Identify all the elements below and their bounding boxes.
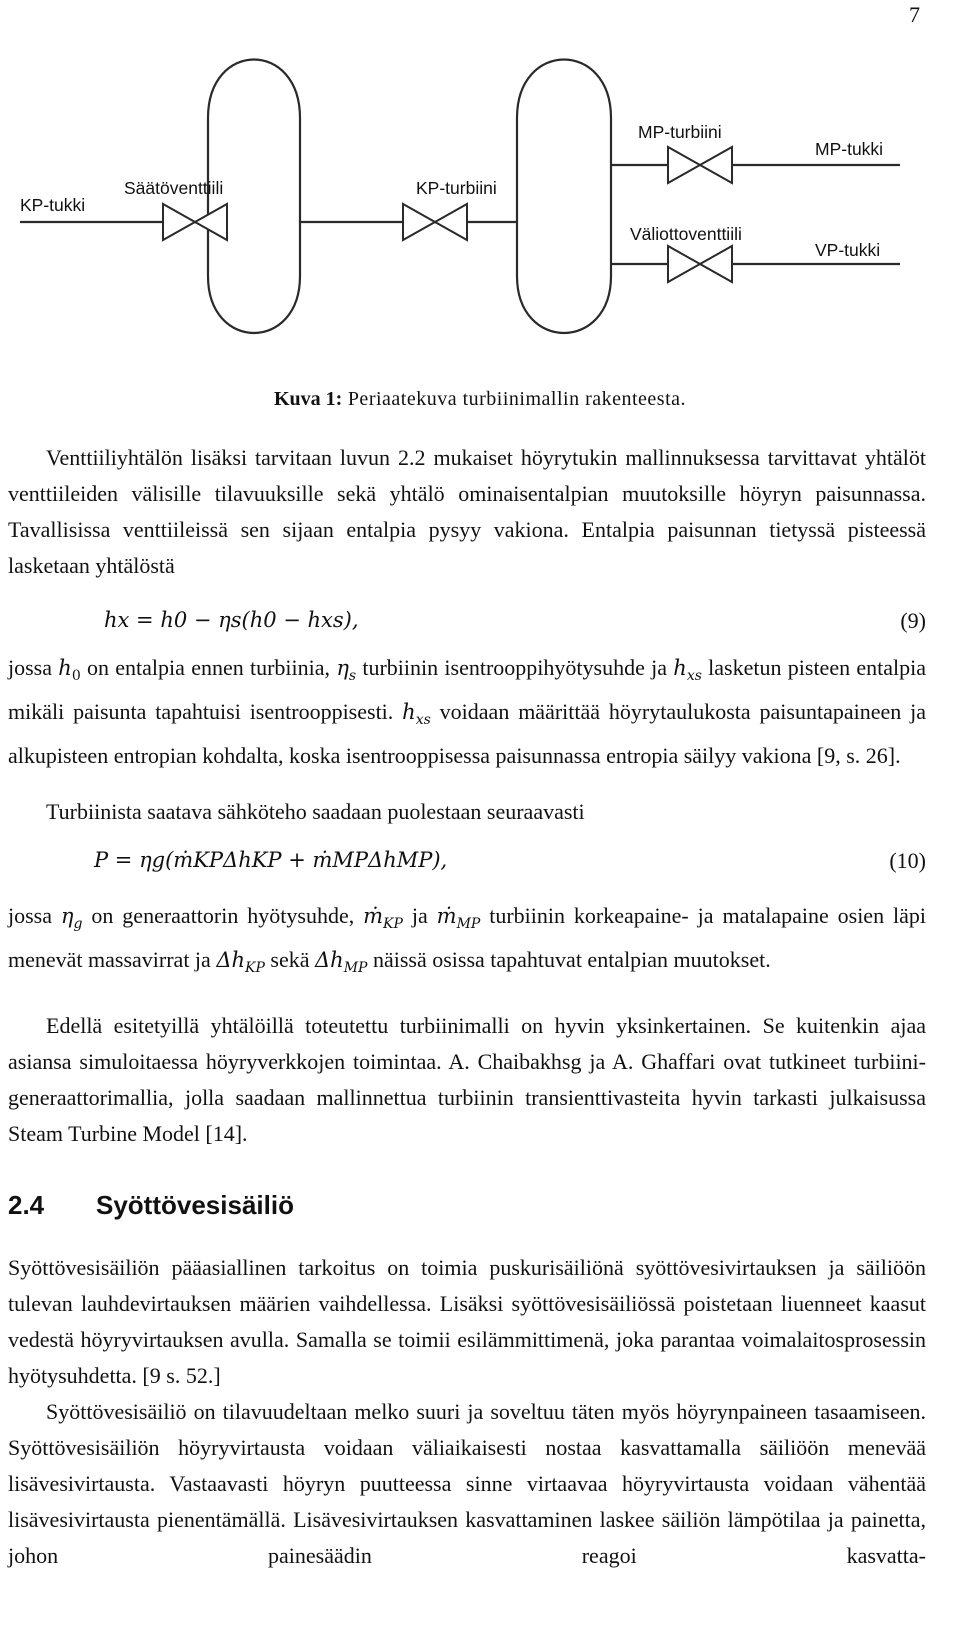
symbol-eta-s: $\eta_s$ — [336, 656, 357, 685]
symbol-dh-kp: $\Delta h_{KP}$ — [216, 948, 265, 977]
equation-10-number: (10) — [889, 848, 926, 873]
p2-part-2: on entalpia ennen turbiinia, — [80, 655, 337, 680]
paragraph-5-text: Edellä esitetyillä yhtälöillä toteutettu turbiinimalli on hyvin yksinkertainen. Se kuitenkin ajaa asiansa simuloitaessa höyryverkkojen toimintaa. A. Chaibakhsg ja A. Ghaffari ovat tutkineet turbiini-generaattorimallia, jolla saadaan mallinnettua turbiinin transienttivasteita hyvin tarkasti julkaisussa Steam Turbine Model [14]. — [8, 1013, 926, 1146]
saatoventtiili-valve — [163, 204, 227, 240]
paragraph-1 — [8, 440, 926, 584]
paragraph-1-text: Venttiiliyhtälön lisäksi tarvitaan luvun 2.2 mukaiset höyrytukin mallinnuksessa tarvittavat yhtälöt venttiileiden välisille tilavuuksille sekä yhtälö ominaisentalpian muutoksille höyryn paisunnassa. Tavallisissa venttiileissä sen sijaan entalpia pysyy vakiona. Entalpia paisunnan tietyssä pisteessä lasketaan yhtälöstä — [8, 445, 926, 578]
p4-part-2: on generaattorin hyötysuhde, — [82, 903, 364, 928]
section-number: 2.4 — [8, 1190, 45, 1220]
equation-10-formula: P = ηg(ṁKPΔhKP + ṁMPΔhMP), — [94, 848, 448, 872]
p2-part-5: voidaan määrittää höyrytaulukosta paisuntapaineen ja alkupisteen entropian kohdalta, koska isentrooppisessa paisunnassa entropia säilyy vakiona [9, s. 26]. — [8, 699, 926, 769]
p4-part-6: näissä osissa tapahtuvat entalpian muutokset. — [367, 947, 771, 973]
valiottoventtiili-valve — [668, 246, 732, 282]
paragraph-5 — [8, 1008, 926, 1152]
page-number: 7 — [909, 2, 920, 27]
mp-turbiini-valve — [668, 147, 732, 183]
paragraph-4 — [8, 898, 926, 986]
kp-turbiini-valve — [403, 204, 467, 240]
paragraph-2-text — [8, 650, 926, 774]
caption-text: Periaatekuva turbiinimallin rakenteesta. — [342, 388, 687, 410]
label-saatoventtiili: Säätöventtiili — [124, 178, 224, 198]
section-title: Syöttövesisäiliö — [96, 1190, 294, 1220]
paragraph-7-text: Syöttövesisäiliö on tilavuudeltaan melko suuri ja soveltuu täten myös höyrynpaineen tasaamiseen. Syöttövesisäiliön höyryvirtausta voidaan väliaikaisesti nostaa kasvattamalla säiliöön menevää lisävesivirtausta. Vastaavasti höyryn puutteessa sinne virtaavaa höyryvirtausta voidaan vähentää lisävesivirtausta pienentämällä. Lisävesivirtauksen kasvattaminen laskee säiliön lämpötilaa ja painetta, johon painesäädin reagoi kasvatta- — [8, 1399, 926, 1568]
p4-part-5: sekä — [264, 947, 315, 973]
symbol-mdot-kp: ṁ$_{KP}$ — [363, 904, 403, 933]
symbol-mdot-mp: ṁ$_{MP}$ — [436, 904, 481, 933]
equation-9-formula: hx = h0 − ηs(h0 − hxs), — [104, 608, 359, 632]
turbine-diagram — [0, 0, 960, 365]
symbol-dh-mp: $\Delta h_{MP}$ — [315, 948, 368, 977]
figure-caption — [0, 388, 960, 411]
paragraph-3 — [8, 794, 926, 830]
caption-prefix: Kuva 1: — [273, 388, 343, 410]
paragraph-4-text — [8, 898, 926, 986]
label-mp-tukki: MP-tukki — [815, 139, 884, 159]
equation-9-number: (9) — [900, 608, 926, 633]
symbol-hxs-2: $h_{xs}$ — [402, 700, 431, 729]
paragraph-6 — [8, 1250, 926, 1394]
equation-10 — [8, 848, 926, 884]
label-mp-turbiini: MP-turbiini — [638, 122, 722, 142]
label-valiottoventtiili: Väliottoventtiili — [630, 224, 742, 244]
label-kp-tukki: KP-tukki — [20, 195, 86, 215]
p4-part-4: turbiinin korkeapaine- ja matalapaine osien läpi menevät massavirrat ja — [8, 903, 926, 973]
paragraph-7 — [8, 1394, 926, 1574]
symbol-h0: $h_0$ — [58, 656, 81, 685]
p4-part-3: ja — [402, 903, 437, 928]
vessel-right — [517, 60, 611, 334]
paragraph-3-text: Turbiinista saatava sähköteho saadaan puolestaan seuraavasti — [46, 799, 585, 824]
paragraph-6-text: Syöttövesisäiliön pääasiallinen tarkoitus on toimia puskurisäiliönä syöttövesivirtauksen ja säiliöön tulevan lauhdevirtauksen määrien vaihdellessa. Lisäksi syöttövesisäiliössä poistetaan liuenneet kaasut vedestä höyryvirtauksen avulla. Samalla se toimii esilämmittimenä, joka parantaa voimalaitosprosessin hyötysuhdetta. [9 s. 52.] — [8, 1255, 926, 1388]
p2-part-1: jossa — [8, 655, 59, 680]
equation-9 — [8, 608, 926, 644]
p2-part-3: turbiinin isentrooppihyötysuhde ja — [356, 655, 674, 680]
symbol-hxs: $h_{xs}$ — [673, 656, 702, 685]
turbine-model-figure — [0, 0, 960, 365]
label-kp-turbiini: KP-turbiini — [416, 178, 497, 198]
section-heading — [8, 1190, 294, 1221]
paragraph-2 — [8, 650, 926, 774]
label-vp-tukki: VP-tukki — [815, 240, 881, 260]
p2-part-4: lasketun pisteen entalpia mikäli paisunta tapahtuisi isentrooppisesti. — [8, 655, 926, 725]
symbol-eta-g: $\eta_g$ — [60, 904, 83, 933]
p4-part-1: jossa — [8, 903, 61, 928]
